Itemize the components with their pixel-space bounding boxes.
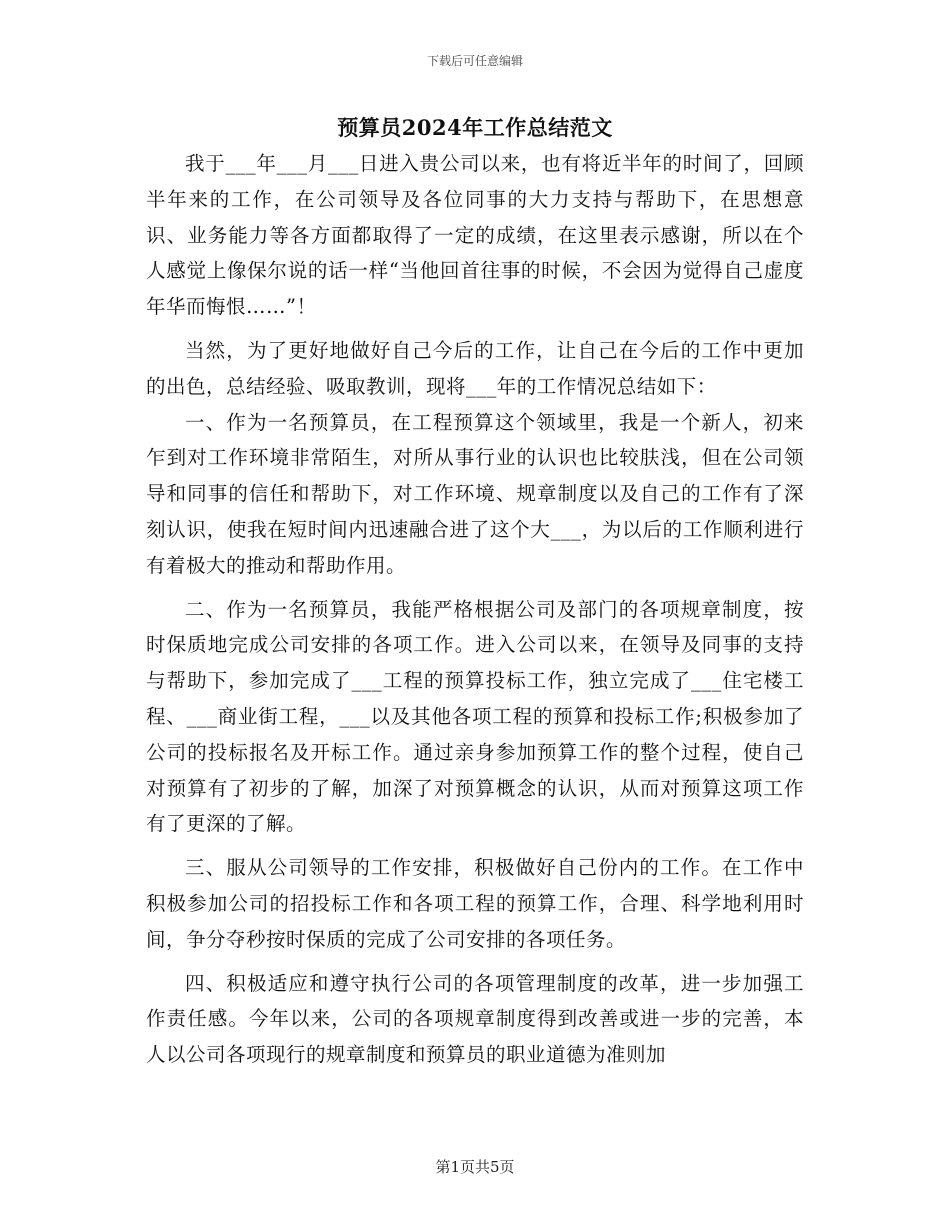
header-note: 下载后可任意编辑 — [426, 54, 523, 68]
document-body — [146, 146, 804, 1073]
paragraph-intro: 我于___年___月___日进入贵公司以来，也有将近半年的时间了，回顾半年来的工作，在公司领导及各位同事的大力支持与帮助下，在思想意识、业务能力等各方面都取得了一定的成绩，在这里表示感谢，所以在个人感觉上像保尔说的话一样“当他回首往事的时候，不会因为觉得自己虚度年华而悔恨……”！ — [146, 152, 804, 319]
page-number: 第1页共5页 — [435, 1158, 515, 1176]
paragraph-point-one: 一、作为一名预算员，在工程预算这个领域里，我是一个新人，初来乍到对工作环境非常陌生，对所从事行业的认识也比较肤浅，但在公司领导和同事的信任和帮助下，对工作环境、规章制度以及自己的工作有了深刻认识，使我在短时间内迅速融合进了这个大___，为以后的工作顺利进行有着极大的推动和帮助作用。 — [146, 410, 804, 577]
document-title: 预算员2024年工作总结范文 — [337, 115, 613, 140]
paragraph-point-two: 二、作为一名预算员，我能严格根据公司及部门的各项规章制度，按时保质地完成公司安排的各项工作。进入公司以来，在领导及同事的支持与帮助下，参加完成了___工程的预算投标工作，独立完成了___住宅楼工程、___商业街工程，___以及其他各项工程的预算和投标工作;积极参加了公司的投标报名及开标工作。通过亲身参加预算工作的整个过程，使自己对预算有了初步的了解，加深了对预算概念的认识，从而对预算这项工作有了更深的了解。 — [146, 597, 804, 836]
paragraph-point-four: 四、积极适应和遵守执行公司的各项管理制度的改革，进一步加强工作责任感。今年以来，公司的各项规章制度得到改善或进一步的完善，本人以公司各项现行的规章制度和预算员的职业道德为准则加 — [146, 971, 804, 1067]
paragraph-summary-lead: 当然，为了更好地做好自己今后的工作，让自己在今后的工作中更加的出色，总结经验、吸取教训，现将___年的工作情况总结如下： — [146, 338, 804, 398]
paragraph-point-three: 三、服从公司领导的工作安排，积极做好自己份内的工作。在工作中积极参加公司的招投标工作和各项工程的预算工作，合理、科学地利用时间，争分夺秒按时保质的完成了公司安排的各项任务。 — [146, 856, 804, 951]
